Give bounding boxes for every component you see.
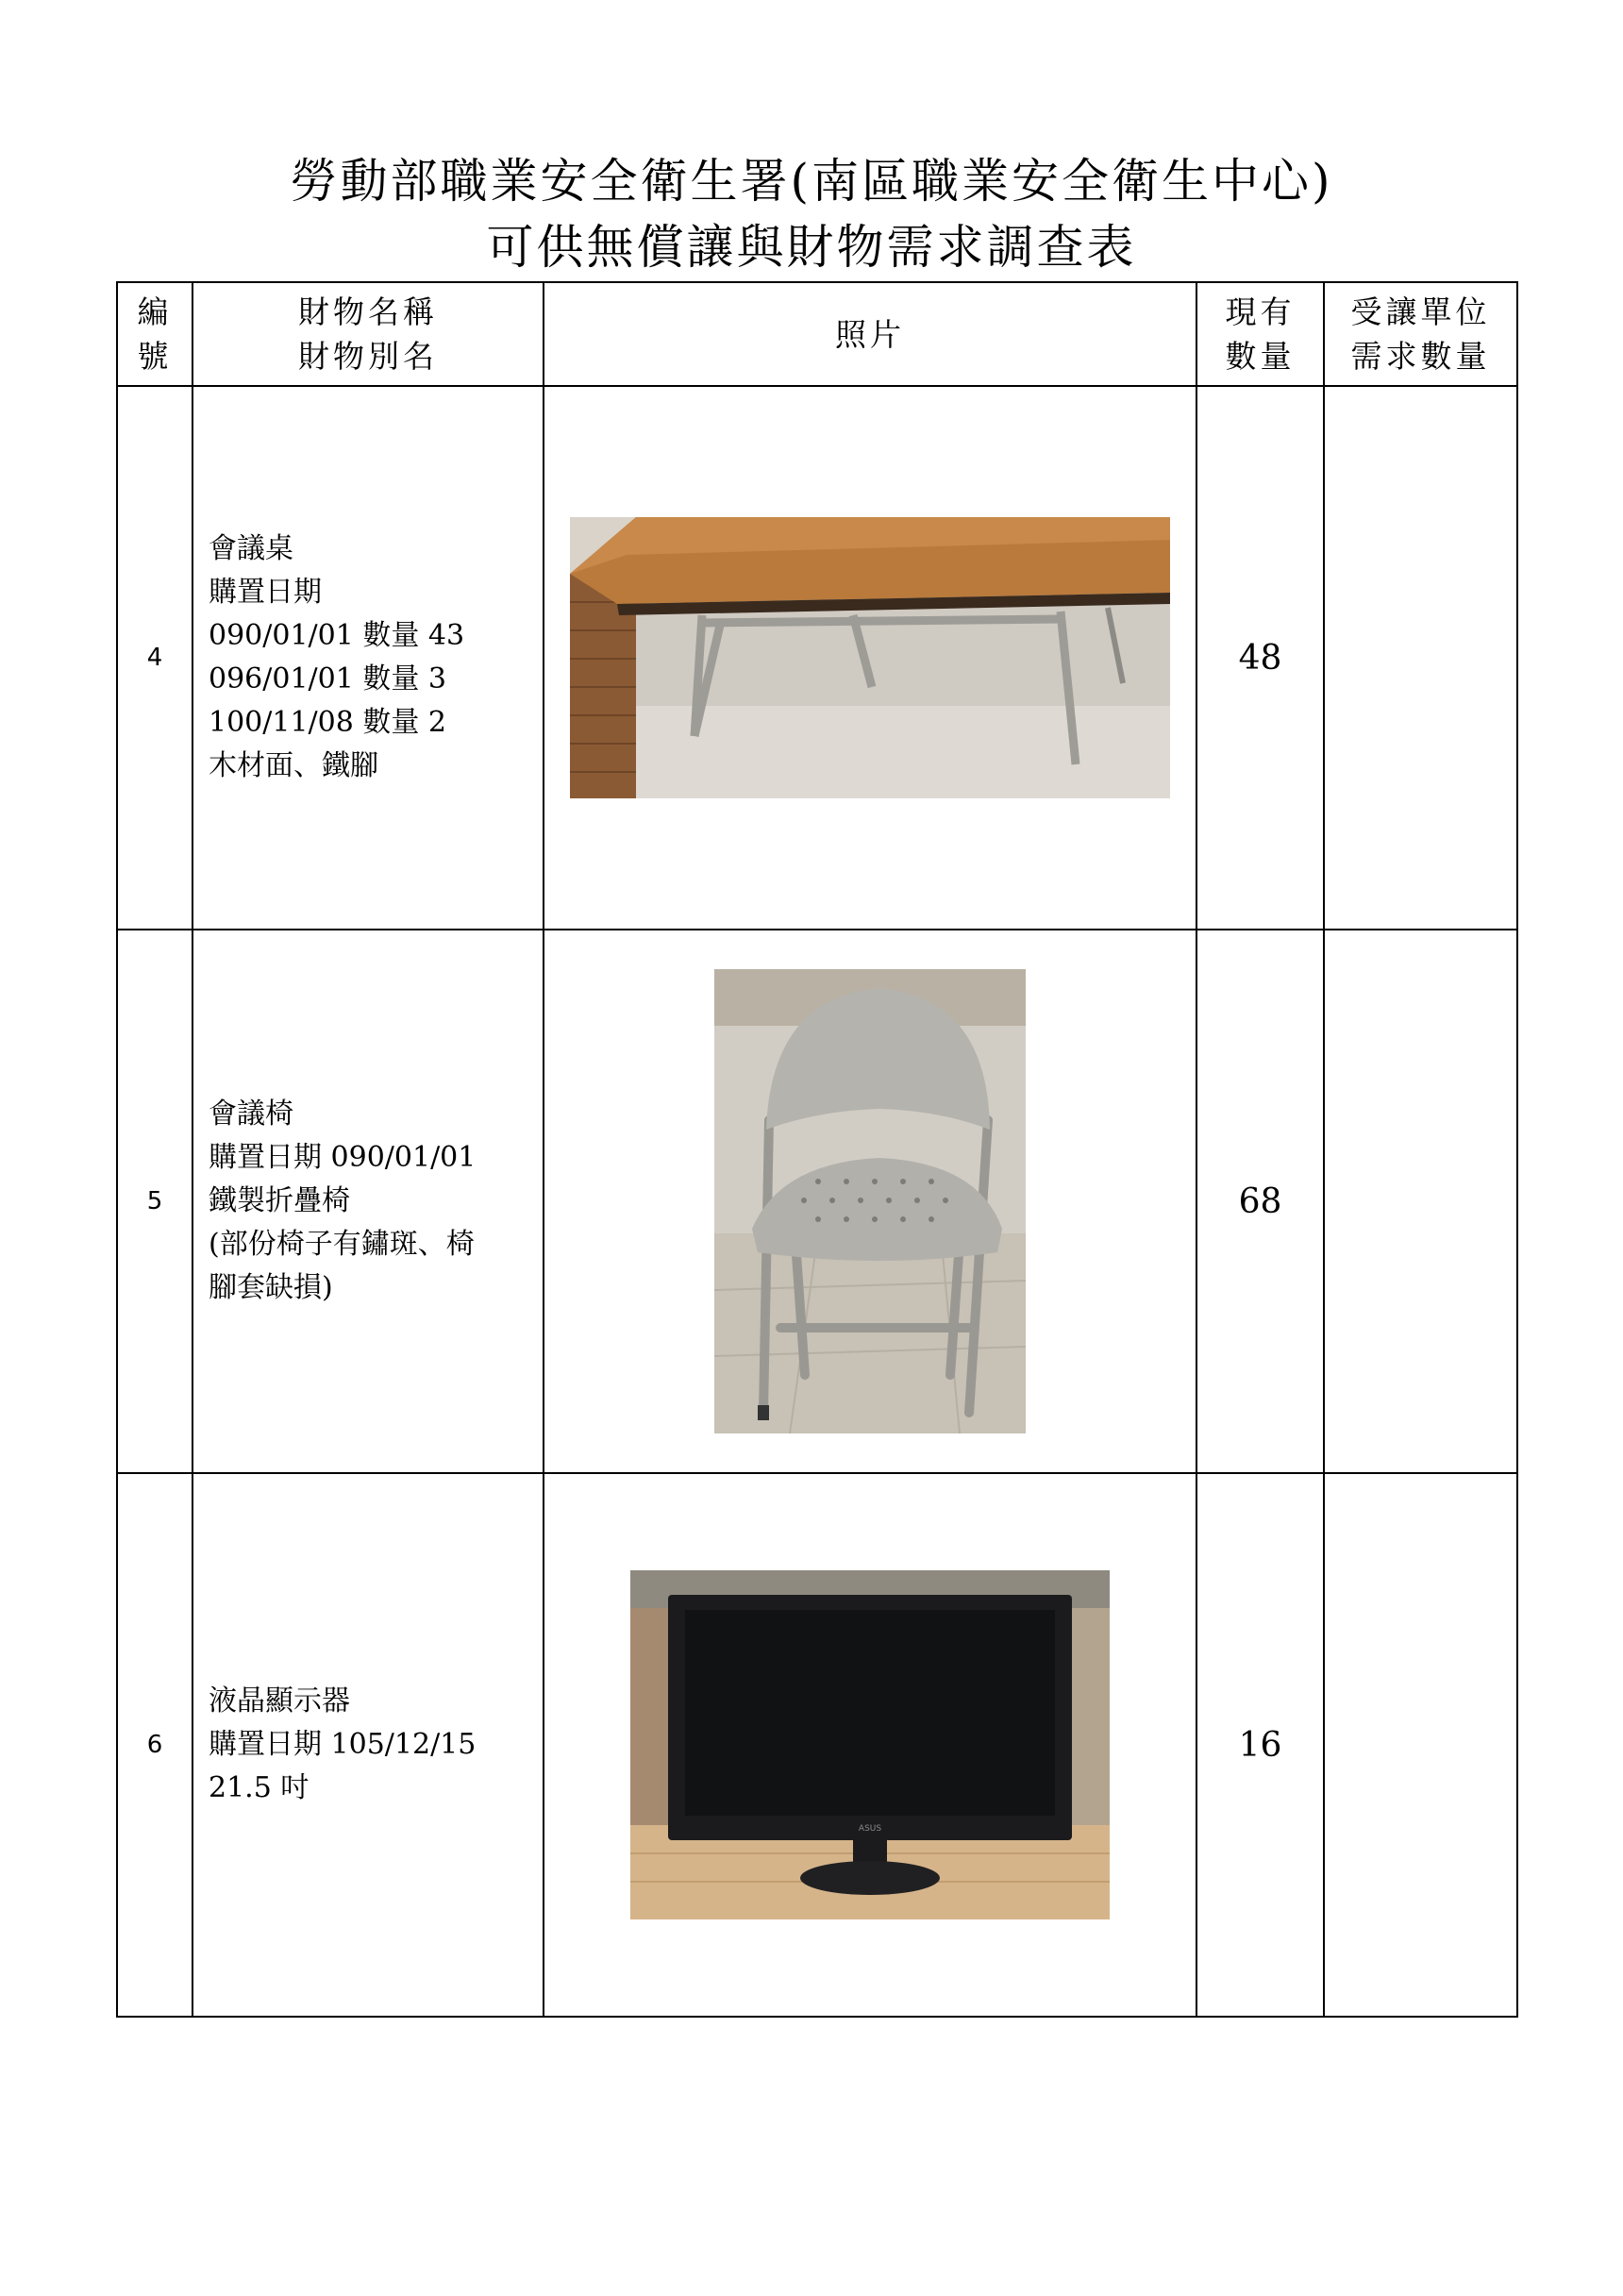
header-number bbox=[117, 282, 192, 386]
item-photo-cell bbox=[544, 930, 1196, 1473]
header-name bbox=[192, 282, 544, 386]
item-name-line: 購置日期 bbox=[209, 576, 322, 609]
item-demand-input[interactable] bbox=[1324, 1473, 1517, 2017]
header-quantity bbox=[1196, 282, 1324, 386]
table-row bbox=[117, 1473, 1517, 2017]
table-header-row bbox=[117, 282, 1517, 386]
item-photo-cell bbox=[544, 386, 1196, 930]
header-number-line2: 號 bbox=[137, 338, 173, 375]
item-name-line: 木材面、鐵腳 bbox=[209, 749, 378, 782]
item-name bbox=[192, 930, 544, 1473]
header-demand-line2: 需求數量 bbox=[1350, 338, 1491, 375]
document-subtitle: 可供無償讓與財物需求調查表 bbox=[486, 220, 1137, 275]
item-quantity: 48 bbox=[1196, 386, 1324, 930]
table-row bbox=[117, 386, 1517, 930]
header-name-line2: 財物別名 bbox=[298, 338, 438, 375]
item-number: 5 bbox=[117, 930, 192, 1473]
item-name bbox=[192, 386, 544, 930]
folding-chair-photo bbox=[714, 969, 1026, 1433]
item-name-line: 購置日期 090/01/01 bbox=[209, 1141, 477, 1174]
item-name-line: 會議椅 bbox=[209, 1098, 293, 1131]
conference-table-photo bbox=[570, 517, 1170, 798]
lcd-monitor-photo bbox=[630, 1570, 1110, 1919]
document-title: 勞動部職業安全衛生署(南區職業安全衛生中心) bbox=[290, 154, 1333, 209]
item-name-line: 液晶顯示器 bbox=[209, 1684, 350, 1718]
monitor-brand-label: ASUS bbox=[858, 1824, 882, 1834]
header-number-line1: 編 bbox=[137, 293, 173, 330]
item-demand-input[interactable] bbox=[1324, 386, 1517, 930]
item-name-line: (部份椅子有鏽斑、椅 bbox=[209, 1228, 475, 1261]
item-photo-cell bbox=[544, 1473, 1196, 2017]
header-demand-line1: 受讓單位 bbox=[1350, 293, 1491, 330]
item-name-line: 21.5 吋 bbox=[209, 1771, 310, 1804]
item-quantity: 68 bbox=[1196, 930, 1324, 1473]
item-number: 4 bbox=[117, 386, 192, 930]
item-number: 6 bbox=[117, 1473, 192, 2017]
table-row bbox=[117, 930, 1517, 1473]
item-name-line: 096/01/01 數量 3 bbox=[209, 662, 446, 696]
header-name-line1: 財物名稱 bbox=[298, 293, 438, 330]
item-demand-input[interactable] bbox=[1324, 930, 1517, 1473]
item-name-line: 100/11/08 數量 2 bbox=[209, 706, 446, 739]
item-name-line: 購置日期 105/12/15 bbox=[209, 1728, 477, 1761]
item-name-line: 腳套缺損) bbox=[209, 1271, 333, 1304]
item-name-line: 鐵製折疊椅 bbox=[209, 1184, 350, 1217]
item-name-line: 會議桌 bbox=[209, 532, 293, 565]
property-table bbox=[116, 281, 1518, 2018]
header-demand bbox=[1324, 282, 1517, 386]
header-quantity-line1: 現有 bbox=[1225, 293, 1296, 330]
item-name-line: 090/01/01 數量 43 bbox=[209, 619, 465, 652]
item-name bbox=[192, 1473, 544, 2017]
item-quantity: 16 bbox=[1196, 1473, 1324, 2017]
header-photo: 照片 bbox=[544, 282, 1196, 386]
header-quantity-line2: 數量 bbox=[1225, 338, 1296, 375]
